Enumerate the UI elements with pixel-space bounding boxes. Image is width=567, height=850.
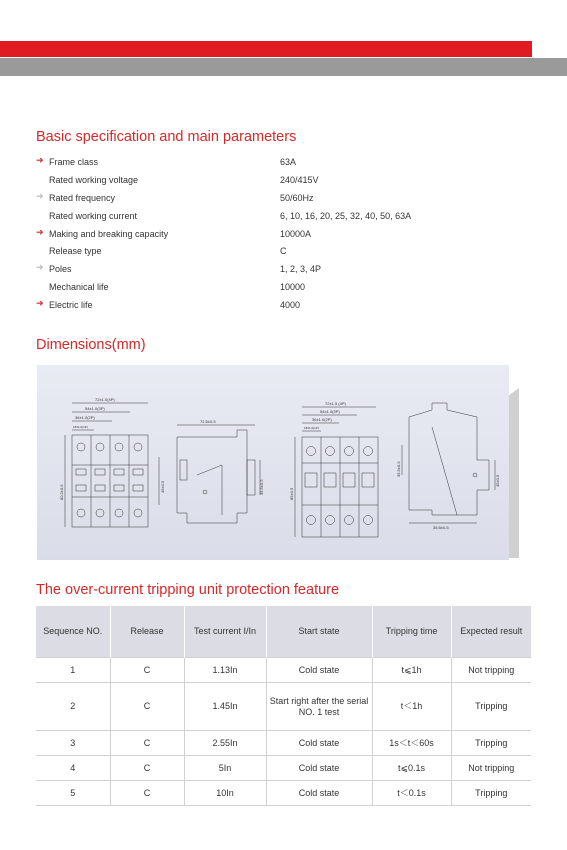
- table-row: [36, 781, 531, 806]
- spec-row: [36, 171, 516, 189]
- header-gray-band: [0, 58, 567, 76]
- spec-row: [36, 207, 516, 225]
- spec-row: [36, 260, 516, 278]
- dim-right-w1p: 18±1.0(1P): [304, 426, 319, 430]
- red-arrow-icon: ➜: [36, 298, 44, 309]
- spec-value: 1, 2, 3, 4P: [280, 264, 322, 275]
- breaker-front-view-left: [65, 403, 159, 527]
- red-arrow-icon: ➜: [36, 155, 44, 165]
- table-cell: 10In: [184, 781, 266, 806]
- table-cell: t＜1h: [372, 683, 451, 731]
- dim-left-w3p: 54±1.0(3P): [85, 406, 105, 411]
- table-cell: 2.55In: [184, 731, 266, 756]
- spec-row: [36, 242, 516, 260]
- table-cell: C: [110, 683, 184, 731]
- spec-label: Rated working voltage: [49, 174, 139, 185]
- table-row: [36, 683, 531, 731]
- table-cell: 1.45In: [184, 683, 266, 731]
- spec-value: 10000A: [280, 228, 312, 239]
- table-cell: Not tripping: [451, 658, 531, 683]
- table-header-cell: Release: [110, 606, 184, 658]
- table-cell: Start right after the serial NO. 1 test: [266, 683, 372, 731]
- table-cell: t＜0.1s: [372, 781, 451, 806]
- spec-label: Rated frequency: [49, 192, 116, 203]
- table-cell: 2: [36, 683, 110, 731]
- table-cell: Tripping: [451, 683, 531, 731]
- table-cell: 4: [36, 756, 110, 781]
- table-row: [36, 756, 531, 781]
- dimensions-panel: [37, 365, 509, 560]
- spec-value: 50/60Hz: [280, 192, 314, 203]
- dim-left-side-depth: 72.5±0.5: [200, 419, 216, 424]
- table-row: [36, 658, 531, 683]
- dim-left-w4p: 72±1.0(4P): [95, 397, 115, 402]
- table-cell: 1: [36, 658, 110, 683]
- dim-right-w3p: 54±1.0(3P): [320, 409, 340, 414]
- spec-row: [36, 278, 516, 296]
- spec-value: 6, 10, 16, 20, 25, 32, 40, 50, 63A: [280, 210, 412, 221]
- spec-value: 63A: [280, 157, 297, 167]
- dim-left-w1p: 18±1.0(1P): [73, 425, 88, 429]
- dim-left-label: 45±0.5: [160, 480, 165, 493]
- spec-list: [36, 153, 516, 314]
- dim-left-side-height: 35.5±0.5: [259, 479, 264, 495]
- tripping-heading: The over-current tripping unit protection feature: [36, 582, 340, 598]
- dimensions-heading: Dimensions(mm): [36, 337, 146, 353]
- spec-label: Electric life: [49, 300, 93, 311]
- dim-right-side-height1: 35.5±0.5: [396, 461, 401, 477]
- table-cell: C: [110, 756, 184, 781]
- spec-label: Frame class: [49, 157, 99, 167]
- table-cell: Not tripping: [451, 756, 531, 781]
- spec-row: [36, 153, 516, 171]
- table-cell: t⩽0.1s: [372, 756, 451, 781]
- spec-value: 240/415V: [280, 174, 319, 185]
- table-header-cell: Start state: [266, 606, 372, 658]
- table-header-cell: Tripping time: [372, 606, 451, 658]
- table-cell: 5In: [184, 756, 266, 781]
- dim-right-side-depth: 35.5±0.5: [433, 525, 449, 530]
- red-arrow-icon: ➜: [36, 226, 44, 237]
- table-cell: C: [110, 731, 184, 756]
- breaker-side-view-right: [402, 403, 495, 523]
- spec-row: [36, 225, 516, 243]
- table-cell: Cold state: [266, 658, 372, 683]
- table-row: [36, 731, 531, 756]
- dim-right-w2p: 36±1.0(2P): [312, 417, 332, 422]
- table-cell: C: [110, 658, 184, 683]
- spec-label: Mechanical life: [49, 282, 109, 293]
- table-cell: t⩽1h: [372, 658, 451, 683]
- table-cell: 3: [36, 731, 110, 756]
- table-header-cell: Sequence NO.: [36, 606, 110, 658]
- table-header-cell: Expected result: [451, 606, 531, 658]
- dim-left-w2p: 36±1.0(2P): [75, 415, 95, 420]
- spec-value: C: [280, 246, 287, 257]
- spec-value: 4000: [280, 300, 301, 311]
- gray-arrow-icon: ➜: [36, 262, 44, 273]
- spec-row: [36, 189, 516, 207]
- gray-arrow-icon: ➜: [36, 190, 44, 201]
- basic-spec-heading: Basic specification and main parameters: [36, 129, 297, 145]
- spec-label: Release type: [49, 246, 102, 257]
- table-cell: 5: [36, 781, 110, 806]
- table-cell: 1.13In: [184, 658, 266, 683]
- dimension-drawings: [37, 365, 509, 560]
- dim-left-height: 80.2±0.5: [59, 484, 64, 500]
- table-cell: Cold state: [266, 731, 372, 756]
- table-cell: C: [110, 781, 184, 806]
- header-red-band: [0, 41, 532, 57]
- tripping-table: [36, 606, 531, 806]
- dim-right-side-height2: 45±0.5: [495, 474, 500, 487]
- table-cell: Tripping: [451, 781, 531, 806]
- dim-right-w4p: 72±1.5 (4P): [325, 401, 346, 406]
- table-cell: Tripping: [451, 731, 531, 756]
- spec-row: [36, 296, 516, 314]
- spec-label: Poles: [49, 264, 72, 275]
- table-cell: Cold state: [266, 756, 372, 781]
- dim-right-height: 85±0.5: [289, 487, 294, 500]
- spec-value: 10000: [280, 282, 306, 293]
- table-cell: 1s＜t＜60s: [372, 731, 451, 756]
- spec-label: Rated working current: [49, 210, 138, 221]
- table-header-cell: Test current I/In: [184, 606, 266, 658]
- table-cell: Cold state: [266, 781, 372, 806]
- spec-label: Making and breaking capacity: [49, 228, 169, 239]
- breaker-side-view-left: [177, 425, 260, 523]
